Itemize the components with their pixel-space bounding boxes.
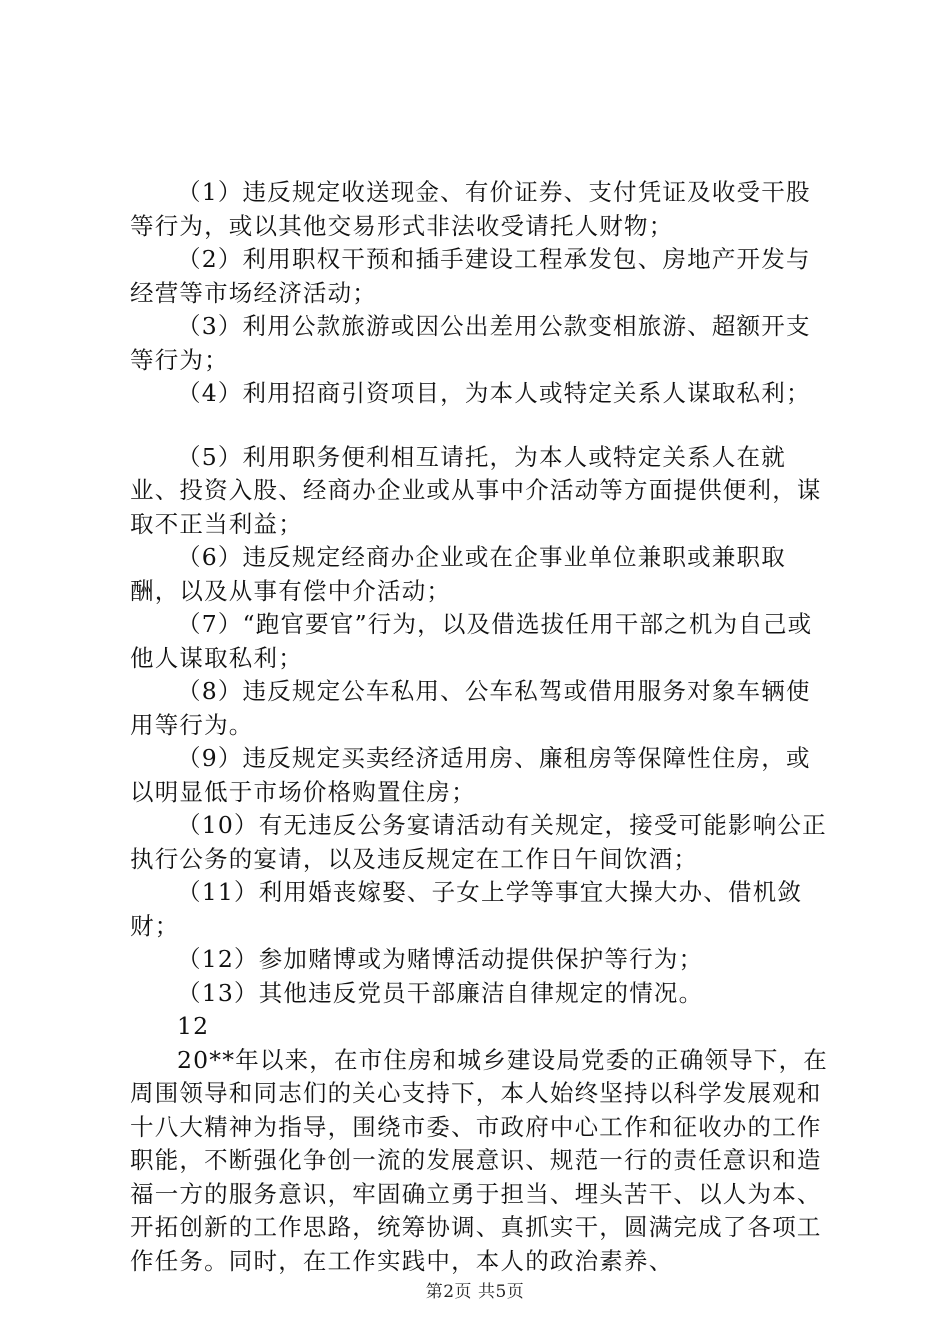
- paragraph-gap: [130, 411, 834, 441]
- list-item-4: （4）利用招商引资项目，为本人或特定关系人谋取私利；: [177, 379, 811, 407]
- section-number: 12: [177, 1012, 210, 1040]
- list-item-7: （7）“跑官要官”行为，以及借选拔任用干部之机为自己或他人谋取私利；: [130, 610, 813, 672]
- list-item-2: （2）利用职权干预和插手建设工程承发包、房地产开发与经营等市场经济活动；: [130, 245, 811, 307]
- list-item-8: （8）违反规定公车私用、公车私驾或借用服务对象车辆使用等行为。: [130, 677, 811, 739]
- list-item-10: （10）有无违反公务宴请活动有关规定，接受可能影响公正执行公务的宴请，以及违反规定在工作日午间饮酒；: [130, 811, 827, 873]
- page-footer: 第2页 共5页: [425, 1282, 525, 1302]
- list-item-3: （3）利用公款旅游或因公出差用公款变相旅游、超额开支等行为；: [130, 312, 811, 374]
- list-item-9: （9）违反规定买卖经济适用房、廉租房等保障性住房，或以明显低于市场价格购置住房；: [130, 744, 811, 806]
- document-body: [130, 176, 834, 1278]
- list-item-6: （6）违反规定经商办企业或在企事业单位兼职或兼职取酬，以及从事有偿中介活动；: [130, 543, 786, 605]
- list-item-13: （13）其他违反党员干部廉洁自律规定的情况。: [177, 978, 704, 1007]
- list-item-12: （12）参加赌博或为赌博活动提供保护等行为；: [177, 945, 704, 973]
- list-item-5: （5）利用职务便利相互请托，为本人或特定关系人在就业、投资入股、经商办企业或从事中介活动等方面提供便利，谋取不正当利益；: [130, 442, 822, 538]
- closing-paragraph: 20**年以来，在市住房和城乡建设局党委的正确领导下，在周围领导和同志们的关心支持下，本人始终坚持以科学发展观和十八大精神为指导，围绕市委、市政府中心工作和征收办的工作职能，不断强化争创一流的发展意识、规范一行的责任意识和造福一方的服务意识，牢固确立勇于担当、埋头苦干、以人为本、开拓创新的工作思路，统筹协调、真抓实干，圆满完成了各项工作任务。同时，在工作实践中，本人的政治素养、: [130, 1045, 829, 1275]
- list-item-11: （11）利用婚丧嫁娶、子女上学等事宜大操大办、借机敛财；: [130, 878, 803, 940]
- list-item-1: （1）违反规定收送现金、有价证券、支付凭证及收受干股等行为，或以其他交易形式非法收受请托人财物；: [130, 178, 811, 240]
